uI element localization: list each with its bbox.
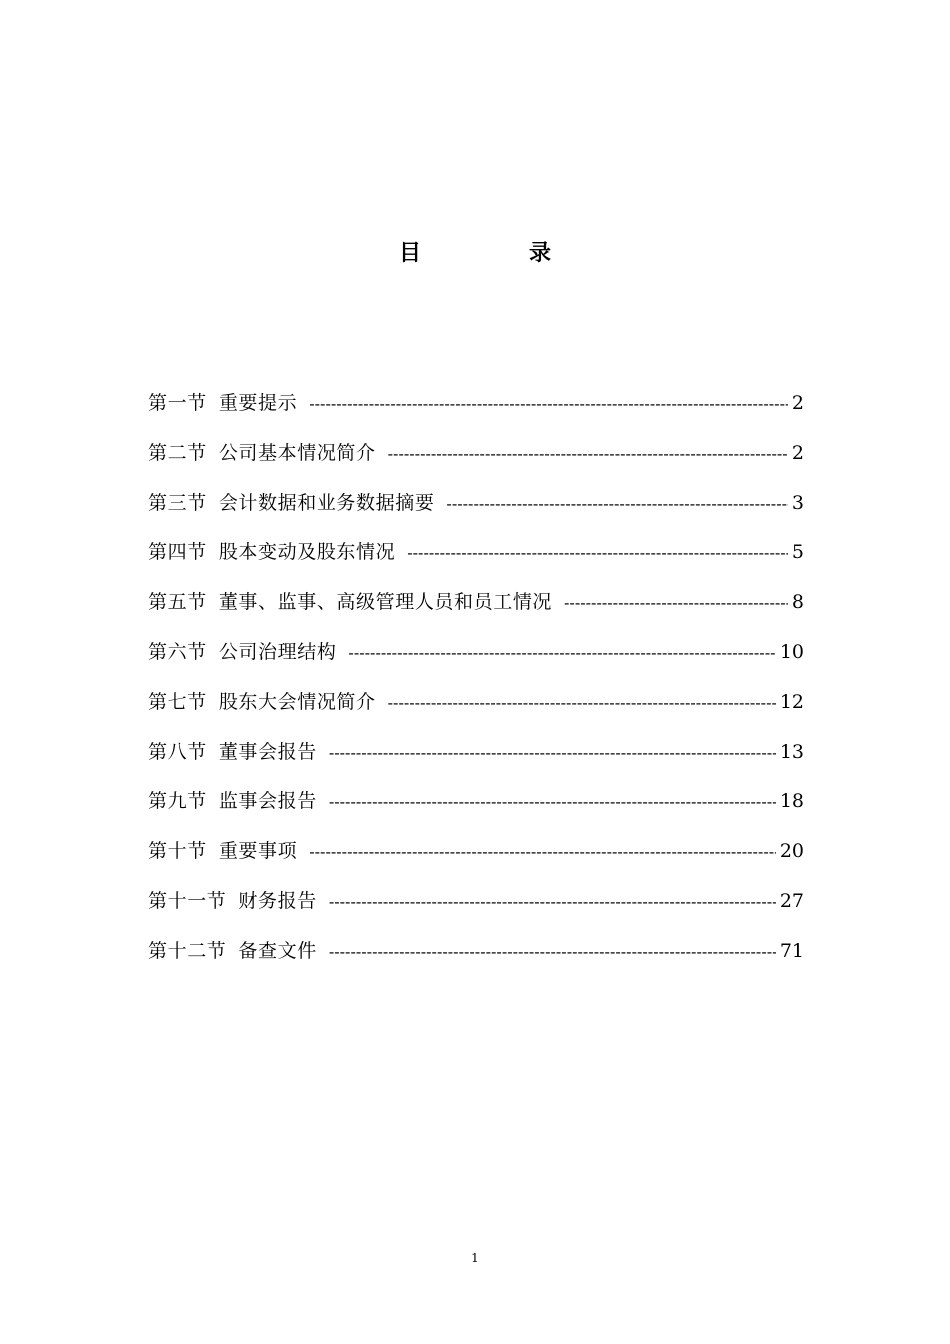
toc-page-number: 71 bbox=[779, 939, 804, 962]
toc-leader-dots bbox=[388, 686, 776, 720]
toc-page-number: 12 bbox=[779, 690, 804, 713]
toc-section-number: 第九节 bbox=[148, 790, 207, 813]
toc-heading: 财务报告 bbox=[238, 889, 317, 912]
toc-title bbox=[0, 236, 950, 272]
toc-title-part: 录 bbox=[529, 241, 552, 266]
toc-page-number: 10 bbox=[779, 640, 804, 663]
toc-entry[interactable] bbox=[148, 784, 804, 834]
toc-section-number: 第五节 bbox=[148, 591, 207, 614]
toc-heading: 股本变动及股东情况 bbox=[218, 541, 396, 564]
toc-entry[interactable] bbox=[148, 884, 804, 934]
toc-page-number: 8 bbox=[791, 591, 804, 614]
toc-entry[interactable] bbox=[148, 635, 804, 685]
toc-section-number: 第十一节 bbox=[148, 889, 227, 912]
toc-entry[interactable] bbox=[148, 585, 804, 635]
toc-page-number: 27 bbox=[779, 889, 804, 912]
toc-section-number: 第二节 bbox=[148, 441, 207, 464]
toc-heading: 会计数据和业务数据摘要 bbox=[218, 491, 435, 514]
toc-leader-dots bbox=[309, 835, 776, 869]
toc-section-number: 第四节 bbox=[148, 541, 207, 564]
toc-leader-dots bbox=[329, 785, 776, 819]
toc-heading: 重要事项 bbox=[218, 840, 298, 863]
toc-section-number: 第三节 bbox=[148, 491, 207, 514]
toc-page-number: 18 bbox=[779, 790, 804, 813]
toc-leader-dots bbox=[329, 885, 776, 919]
toc-section-number: 第七节 bbox=[148, 690, 207, 713]
toc-section-number: 第一节 bbox=[148, 392, 207, 414]
toc-section-number: 第十节 bbox=[148, 840, 207, 863]
table-of-contents bbox=[148, 386, 804, 984]
toc-entry[interactable] bbox=[148, 486, 804, 536]
toc-entry[interactable] bbox=[148, 735, 804, 785]
toc-entry[interactable] bbox=[148, 535, 804, 585]
toc-page-number: 5 bbox=[791, 541, 804, 564]
toc-heading: 备查文件 bbox=[238, 939, 317, 962]
toc-heading: 董事、监事、高级管理人员和员工情况 bbox=[218, 591, 553, 614]
toc-section-number: 第十二节 bbox=[148, 939, 227, 962]
toc-page-number: 2 bbox=[791, 441, 804, 464]
toc-section-number: 第六节 bbox=[148, 640, 207, 663]
toc-page-number: 20 bbox=[779, 840, 804, 863]
toc-section-number: 第八节 bbox=[148, 740, 207, 763]
toc-leader-dots bbox=[329, 736, 776, 770]
toc-page-number: 2 bbox=[791, 392, 804, 414]
toc-entry[interactable] bbox=[148, 685, 804, 735]
toc-heading: 股东大会情况简介 bbox=[218, 690, 376, 713]
toc-leader-dots bbox=[407, 536, 788, 570]
toc-heading: 公司基本情况简介 bbox=[218, 441, 376, 464]
toc-entry[interactable] bbox=[148, 834, 804, 884]
toc-leader-dots bbox=[309, 387, 788, 421]
toc-page-number: 13 bbox=[779, 740, 804, 763]
toc-leader-dots bbox=[564, 586, 788, 620]
toc-leader-dots bbox=[329, 935, 776, 969]
toc-entry[interactable] bbox=[148, 436, 804, 486]
toc-leader-dots bbox=[446, 487, 787, 521]
toc-heading: 监事会报告 bbox=[218, 790, 317, 813]
toc-leader-dots bbox=[348, 636, 775, 670]
toc-heading: 公司治理结构 bbox=[218, 640, 337, 663]
toc-entry[interactable] bbox=[148, 934, 804, 984]
toc-title-part: 目 bbox=[399, 241, 422, 266]
page-number: 1 bbox=[471, 1251, 479, 1265]
toc-heading: 董事会报告 bbox=[218, 740, 317, 763]
toc-entry[interactable] bbox=[148, 386, 804, 436]
toc-page-number: 3 bbox=[791, 491, 804, 514]
toc-leader-dots bbox=[388, 437, 788, 471]
toc-heading: 重要提示 bbox=[218, 392, 298, 414]
